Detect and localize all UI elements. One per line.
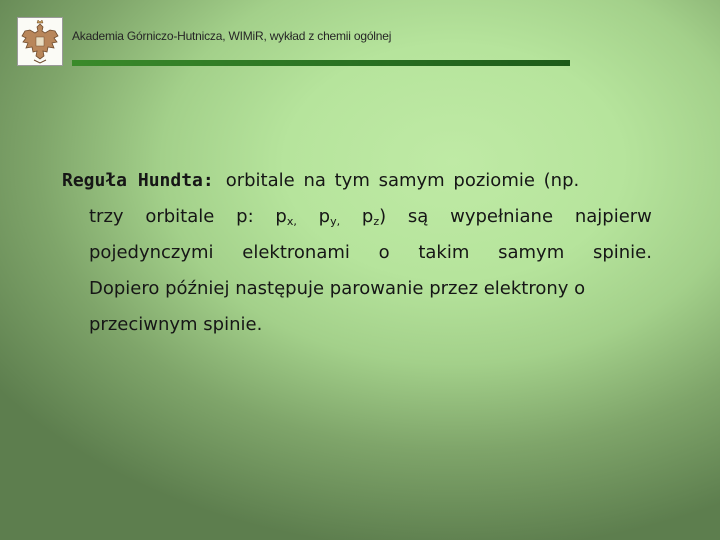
word: takim (418, 242, 470, 263)
word: spinie. (592, 242, 652, 263)
orbital-py: $p_{y,}$ (318, 206, 341, 228)
word: najpierw (574, 206, 652, 227)
rule-line-5: przeciwnym spinie. (89, 314, 263, 335)
word: orbitale (145, 206, 215, 227)
word: trzy (89, 206, 124, 227)
rule-term: Reguła Hundta: (62, 170, 214, 191)
word: wypełniane (450, 206, 554, 227)
header-title: Akademia Górniczo-Hutnicza, WIMiR, wykład z chemii ogólnej (72, 29, 392, 43)
word: pojedynczymi (89, 242, 214, 263)
word: p: (236, 206, 254, 227)
word: samym (498, 242, 565, 263)
rule-line-1-text (226, 170, 652, 192)
orbital-pz: $p_z$) (361, 206, 387, 228)
rule-line-1-rest: orbitale na tym samym poziomie (np. (225, 170, 580, 191)
word: o (378, 242, 390, 263)
rule-line-1 (62, 170, 652, 192)
rule-line-2 (89, 206, 652, 228)
rule-line-4: Dopiero później następuje parowanie przez elektrony o (89, 278, 586, 299)
word: są (407, 206, 429, 227)
rule-line-3 (89, 242, 652, 264)
orbital-px: $p_{x,}$ (275, 206, 297, 228)
word: elektronami (242, 242, 350, 263)
